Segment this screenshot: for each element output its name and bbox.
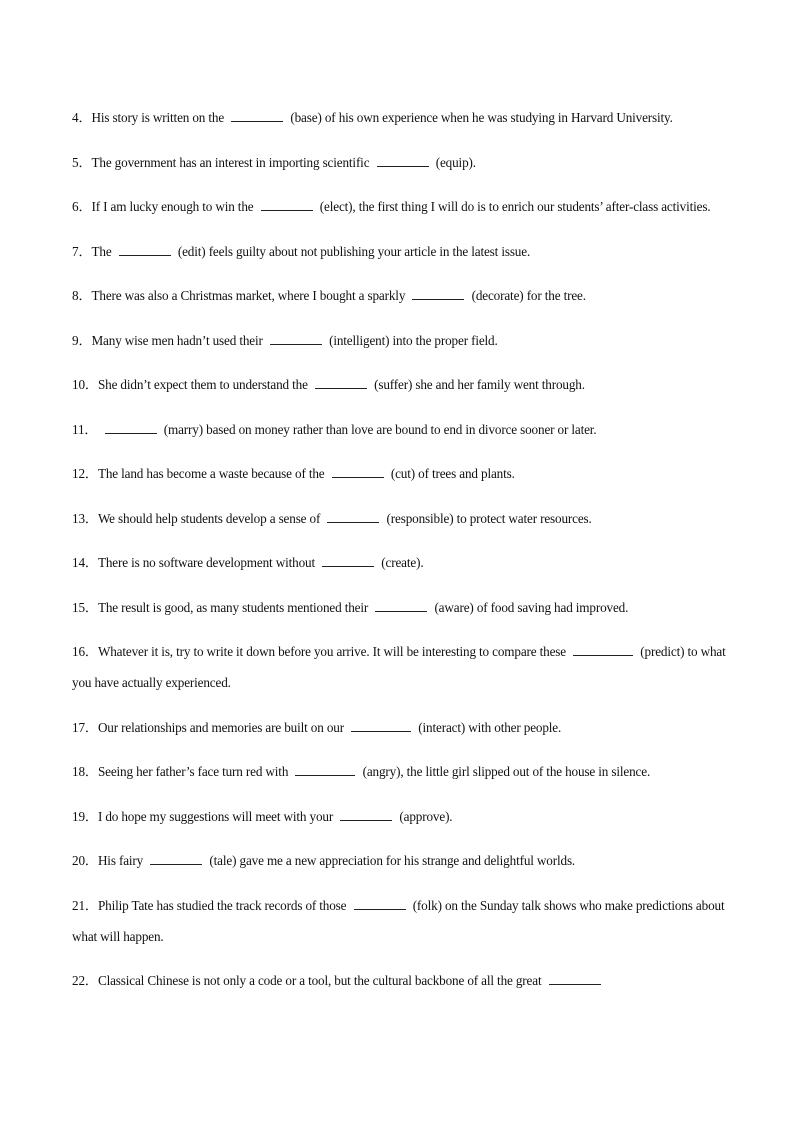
answer-blank[interactable] <box>231 109 283 122</box>
question-19: 19．I do hope my suggestions will meet with your (approve). <box>72 808 453 824</box>
question-5: 5．The government has an interest in importing scientific (equip). <box>72 154 476 170</box>
question-7: 7．The (edit) feels guilty about not publishing your article in the latest issue. <box>72 243 531 259</box>
question-18: 18．Seeing her father’s face turn red with (angry), the little girl slipped out of the house in silence. <box>72 764 651 779</box>
answer-blank[interactable] <box>322 554 374 567</box>
answer-blank[interactable] <box>315 376 367 389</box>
answer-blank[interactable] <box>332 465 384 478</box>
answer-blank[interactable] <box>150 852 202 865</box>
answer-blank[interactable] <box>340 808 392 821</box>
answer-blank[interactable] <box>270 332 322 345</box>
answer-blank[interactable] <box>261 198 313 211</box>
question-8: 8．There was also a Christmas market, where I bought a sparkly (decorate) for the tree. <box>72 288 586 303</box>
question-11: 11． (marry) based on money rather than love are bound to end in divorce sooner or later. <box>72 421 597 437</box>
answer-blank[interactable] <box>351 719 411 732</box>
answer-blank[interactable] <box>105 421 157 434</box>
question-6: 6．If I am lucky enough to win the (elect), the first thing I will do is to enrich our students’ after-class activities. <box>72 199 711 214</box>
question-16: 16．Whatever it is, try to write it down before you arrive. It will be interesting to compare these (predict) to what you have actually experienced. <box>72 644 726 690</box>
question-12: 12．The land has become a waste because of the (cut) of trees and plants. <box>72 466 515 481</box>
answer-blank[interactable] <box>573 643 633 656</box>
answer-blank[interactable] <box>375 599 427 612</box>
question-14: 14．There is no software development without (create). <box>72 555 424 570</box>
answer-blank[interactable] <box>295 763 355 776</box>
answer-blank[interactable] <box>327 510 379 523</box>
answer-blank[interactable] <box>377 154 429 167</box>
answer-blank[interactable] <box>354 897 406 910</box>
answer-blank[interactable] <box>412 287 464 300</box>
question-20: 20．His fairy (tale) gave me a new appreciation for his strange and delightful worlds. <box>72 853 576 868</box>
question-9: 9．Many wise men hadn’t used their (intelligent) into the proper field. <box>72 332 498 348</box>
question-22: 22．Classical Chinese is not only a code or a tool, but the cultural backbone of all the great <box>72 965 732 996</box>
question-10: 10．She didn’t expect them to understand the (suffer) she and her family went through. <box>72 377 585 392</box>
question-15: 15．The result is good, as many students mentioned their (aware) of food saving had improved. <box>72 599 629 615</box>
answer-blank[interactable] <box>119 243 171 256</box>
question-4: 4．His story is written on the (base) of his own experience when he was studying in Harvard University. <box>72 110 673 125</box>
question-21: 21．Philip Tate has studied the track records of those (folk) on the Sunday talk shows who make predictions about what will happen. <box>72 897 725 944</box>
worksheet <box>72 102 732 1010</box>
question-17: 17．Our relationships and memories are built on our (interact) with other people. <box>72 719 562 735</box>
question-13: 13．We should help students develop a sense of (responsible) to protect water resources. <box>72 510 592 526</box>
answer-blank[interactable] <box>549 972 601 985</box>
